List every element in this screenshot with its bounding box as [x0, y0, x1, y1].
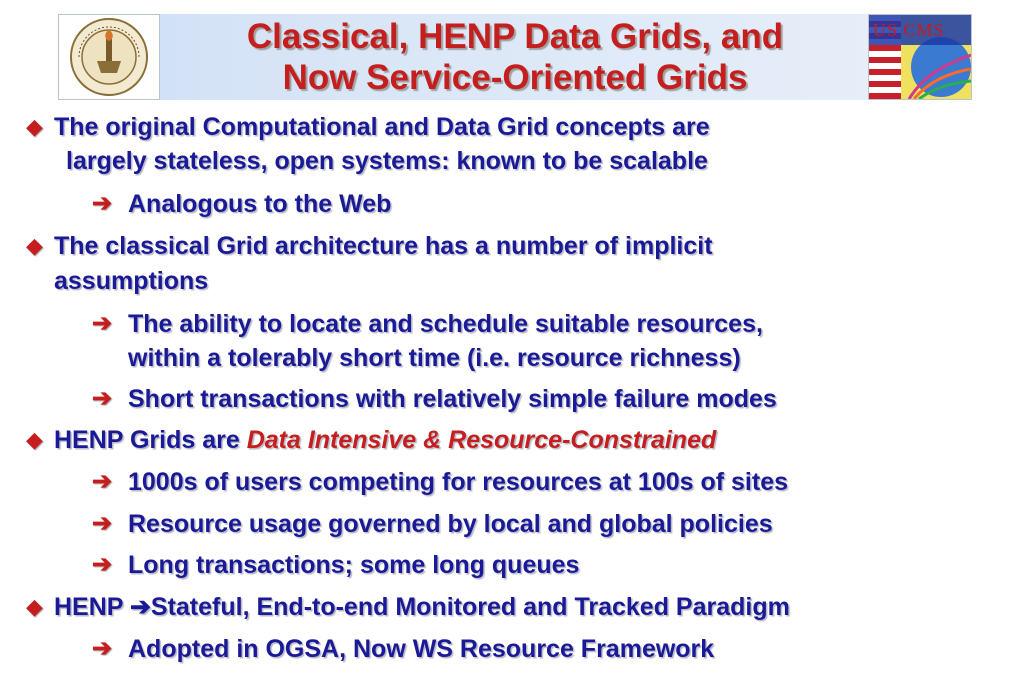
arrow-bullet-icon: ➔ [92, 551, 113, 578]
diamond-bullet-icon: ◆ [26, 114, 43, 139]
bullet-3-sub-1: 1000s of users competing for resources at 100s of sites [128, 468, 788, 496]
arrow-bullet-icon: ➔ [92, 468, 113, 495]
bullet-1-line-1: The original Computational and Data Grid concepts are [54, 113, 710, 141]
arrow-bullet-icon: ➔ [92, 385, 113, 412]
uscms-label: US CMS [873, 20, 945, 40]
title-line-1: Classical, HENP Data Grids, and [246, 17, 784, 56]
diamond-bullet-icon: ◆ [26, 427, 43, 452]
diamond-bullet-icon: ◆ [26, 233, 43, 258]
bullet-2-line-2: assumptions [54, 267, 209, 295]
bullet-4-text: Stateful, End-to-end Monitored and Tracked Paradigm [150, 593, 790, 621]
bullet-3-line [54, 425, 716, 455]
bullet-3-sub-3: Long transactions; some long queues [128, 551, 580, 579]
bullet-1-line-2: largely stateless, open systems: known to be scalable [66, 147, 708, 175]
inline-arrow-icon: ➔ [129, 593, 151, 621]
bullet-3-sub-2: Resource usage governed by local and global policies [128, 510, 773, 538]
bullet-2-line-1: The classical Grid architecture has a number of implicit [54, 232, 713, 260]
bullet-2-sub-2: Short transactions with relatively simple failure modes [128, 385, 777, 413]
bullet-3-prefix: HENP Grids are [54, 426, 247, 454]
bullet-3-emphasis: Data Intensive & Resource-Constrained [246, 426, 717, 454]
arrow-bullet-icon: ➔ [92, 190, 113, 217]
arrow-bullet-icon: ➔ [92, 635, 113, 662]
bullet-1-sub-1: Analogous to the Web [128, 190, 392, 218]
bullet-2-sub-1-line-2: within a tolerably short time (i.e. resource richness) [128, 344, 741, 372]
bullet-4-sub-1: Adopted in OGSA, Now WS Resource Framework [128, 635, 715, 663]
arrow-bullet-icon: ➔ [92, 510, 113, 537]
bullet-2-sub-1-line-1: The ability to locate and schedule suitable resources, [128, 310, 763, 338]
title-line-2: Now Service-Oriented Grids [282, 58, 748, 97]
arrow-bullet-icon: ➔ [92, 310, 113, 337]
diamond-bullet-icon: ◆ [26, 594, 43, 619]
bullet-4-prefix: HENP [54, 593, 130, 621]
bullet-4-line [54, 592, 790, 622]
